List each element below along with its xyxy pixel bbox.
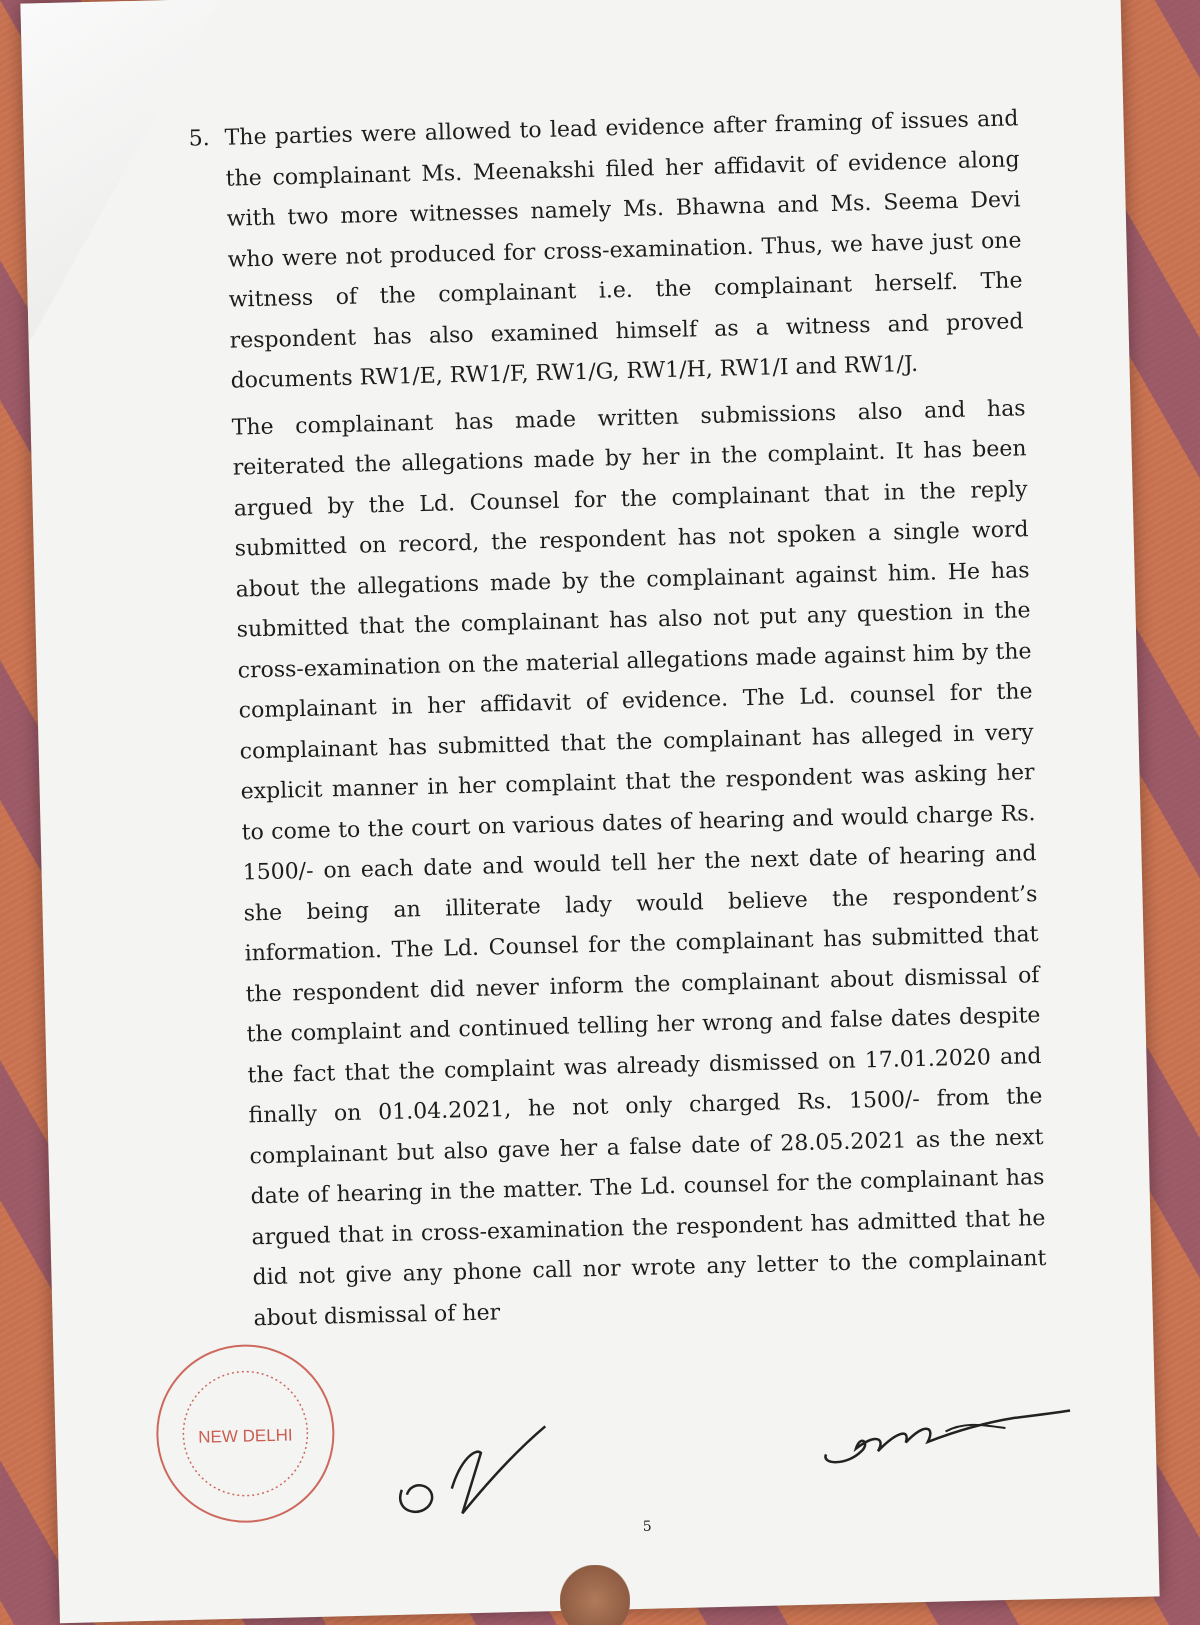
thumb-fingertip bbox=[560, 1565, 630, 1625]
page-number: 5 bbox=[642, 1518, 652, 1535]
document-body bbox=[188, 99, 1048, 1340]
paragraph-5-text: The parties were allowed to lead evidence after framing of issues and the complainant Ms. Meenakshi filed her affidavit of evidence along with two more witnesses namely Ms. Bhawna and Ms. Seema Devi who were not produced for cross-examination. Thus, we have just one witness of the complainant i.e. the complainant herself. The respondent has also examined himself as a witness and proved documents RW1/E, RW1/F, RW1/G, RW1/H, RW1/I and RW1/J. bbox=[224, 106, 1024, 394]
handwritten-initials bbox=[380, 1416, 553, 1530]
seal-center-text: NEW DELHI bbox=[197, 1425, 293, 1447]
official-seal-stamp bbox=[148, 1336, 343, 1531]
document-page bbox=[20, 0, 1159, 1623]
paragraph-5 bbox=[188, 99, 1025, 403]
handwritten-signature bbox=[815, 1398, 1077, 1474]
paragraph-number: 5. bbox=[188, 126, 211, 152]
paragraph-submissions: The complainant has made written submissions also and has reiterated the allegations made by her in the complaint. It has been argued by the Ld. Counsel for the complainant that in the reply submitted on record, the respondent has not spoken a single word about the allegations made by the complainant against him. He has submitted that the complainant has also not put any question in the cross-examination on the material allegations made against him by the complainant in her affidavit of evidence. The Ld. counsel for the complainant has submitted that the complainant has alleged in very explicit manner in her complaint that the respondent was asking her to come to the court on various dates of hearing and would charge Rs. 1500/- on each date and would tell her the next date of hearing and she being an illiterate lady would believe the respondent’s information. The Ld. Counsel for the complainant has submitted that the respondent did never inform the complainant about dismissal of the complaint and continued telling her wrong and false dates despite the fact that the complaint was already dismissed on 17.01.2020 and finally on 01.04.2021, he not only charged Rs. 1500/- from the complainant but also gave her a false date of 28.05.2021 as the next date of hearing in the matter. The Ld. counsel for the complainant has argued that in cross-examination the respondent has admitted that he did not give any phone call nor wrote any letter to the complainant about dismissal of her bbox=[231, 395, 1047, 1331]
